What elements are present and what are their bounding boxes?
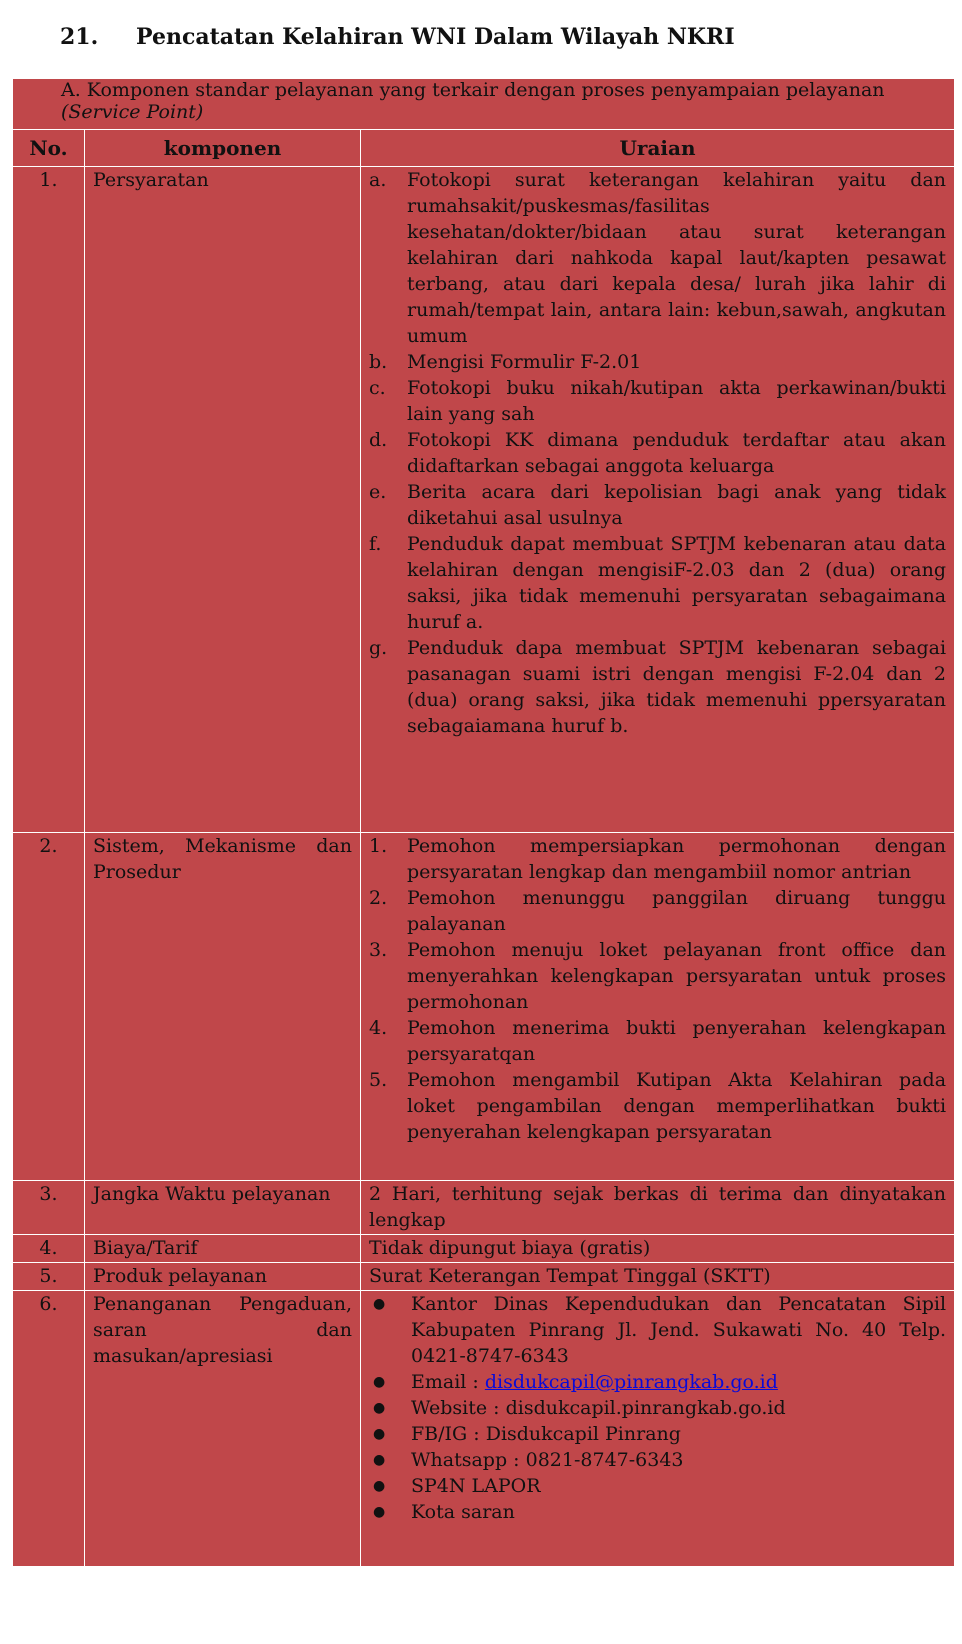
intro-row bbox=[13, 79, 955, 130]
list-text: Penduduk dapa membuat SPTJM kebenaran sebagai pasanagan suami istri dengan mengisi F-2.04 dan 2 (dua) orang saksi, jika tidak memenuhi ppersyaratan sebagaiamana huruf b. bbox=[407, 637, 947, 737]
bullet-icon: ● bbox=[373, 1296, 386, 1312]
table-row bbox=[13, 1235, 955, 1263]
list-marker: c. bbox=[369, 377, 386, 399]
list-text: Fotokopi surat keterangan kelahiran yaitu dan rumahsakit/puskesmas/fasilitas kesehatan/dokter/bidaan atau surat keterangan kelahiran dari nahkoda kapal laut/kapten pesawat terbang, atau dari kepala desa/ lurah jika lahir di rumah/tempat lain, antara lain: kebun,sawah, angkutan umum bbox=[407, 169, 947, 347]
table-row bbox=[13, 1291, 955, 1567]
table-row bbox=[13, 1263, 955, 1291]
row-uraian bbox=[361, 167, 955, 833]
contact-list bbox=[369, 1291, 946, 1525]
list-text: Pemohon menerima bukti penyerahan kelengkapan persyaratqan bbox=[407, 1017, 947, 1065]
bullet-icon: ● bbox=[373, 1504, 386, 1520]
list-text: Fotokopi buku nikah/kutipan akta perkawinan/bukti lain yang sah bbox=[407, 377, 947, 425]
list-item: ● Whatsapp : 0821-8747-6343 bbox=[369, 1447, 946, 1473]
list-marker: 1. bbox=[369, 835, 388, 857]
row-number: 5. bbox=[13, 1263, 85, 1291]
table-row bbox=[13, 1181, 955, 1235]
list-item: ● FB/IG : Disdukcapil Pinrang bbox=[369, 1421, 946, 1447]
row-komponen: Sistem, Mekanisme dan Prosedur bbox=[85, 833, 361, 1181]
heading-number: 21. bbox=[60, 24, 99, 50]
header-komponen: komponen bbox=[85, 130, 361, 167]
list-item: ● Kantor Dinas Kependudukan dan Pencatatan Sipil Kabupaten Pinrang Jl. Jend. Sukawati No. 40 Telp. 0421-8747-6343 bbox=[369, 1291, 946, 1369]
row-number: 2. bbox=[13, 833, 85, 1181]
intro-cell bbox=[13, 79, 955, 130]
row-komponen: Produk pelayanan bbox=[85, 1263, 361, 1291]
list-text: Pemohon mempersiapkan permohonan dengan persyaratan lengkap dan mengambiil nomor antrian bbox=[407, 835, 947, 883]
row-uraian bbox=[361, 1291, 955, 1567]
list-item: ● Kota saran bbox=[369, 1499, 946, 1525]
row-number: 4. bbox=[13, 1235, 85, 1263]
list-marker: b. bbox=[369, 351, 388, 373]
list-item bbox=[369, 1067, 946, 1145]
bullet-icon: ● bbox=[373, 1400, 386, 1416]
list-item bbox=[369, 885, 946, 937]
list-item bbox=[369, 531, 946, 635]
row-komponen: Jangka Waktu pelayanan bbox=[85, 1181, 361, 1235]
list-marker: e. bbox=[369, 481, 387, 503]
list-text: Mengisi Formulir F-2.01 bbox=[407, 351, 642, 373]
list-item bbox=[369, 427, 946, 479]
list-marker: g. bbox=[369, 637, 388, 659]
list-item bbox=[369, 375, 946, 427]
intro-italic: (Service Point) bbox=[61, 101, 204, 123]
list-item bbox=[369, 479, 946, 531]
list-text: Pemohon menunggu panggilan diruang tunggu palayanan bbox=[407, 887, 947, 935]
list-marker: 3. bbox=[369, 939, 388, 961]
list-item bbox=[369, 937, 946, 1015]
email-link[interactable]: disdukcapil@pinrangkab.go.id bbox=[484, 1371, 778, 1393]
list-marker: d. bbox=[369, 429, 388, 451]
list-text: Penduduk dapat membuat SPTJM kebenaran atau data kelahiran dengan mengisiF-2.03 dan 2 (dua) orang saksi, jika tidak memenuhi persyaratan sebagaimana huruf a. bbox=[407, 533, 947, 633]
list-item bbox=[369, 833, 946, 885]
header-no: No. bbox=[13, 130, 85, 167]
list-text: Fotokopi KK dimana penduduk terdaftar atau akan didaftarkan sebagai anggota keluarga bbox=[407, 429, 947, 477]
list-marker: 5. bbox=[369, 1069, 388, 1091]
row-uraian: Surat Keterangan Tempat Tinggal (SKTT) bbox=[361, 1263, 955, 1291]
row-number: 3. bbox=[13, 1181, 85, 1235]
list-item bbox=[369, 1015, 946, 1067]
list-text: Berita acara dari kepolisian bagi anak yang tidak diketahui asal usulnya bbox=[407, 481, 947, 529]
table-row bbox=[13, 167, 955, 833]
list-item bbox=[369, 167, 946, 349]
requirement-list bbox=[369, 167, 946, 739]
list-text: Pemohon mengambil Kutipan Akta Kelahiran pada loket pengambilan dengan memperlihatkan bukti penyerahan kelengkapan persyaratan bbox=[407, 1069, 947, 1143]
procedure-list bbox=[369, 833, 946, 1145]
header-row bbox=[13, 130, 955, 167]
list-item: ● Website : disdukcapil.pinrangkab.go.id bbox=[369, 1395, 946, 1421]
table-row bbox=[13, 833, 955, 1181]
list-marker: 4. bbox=[369, 1017, 388, 1039]
bullet-icon: ● bbox=[373, 1478, 386, 1494]
row-number: 6. bbox=[13, 1291, 85, 1567]
service-standard-table bbox=[12, 78, 955, 1567]
list-marker: a. bbox=[369, 169, 387, 191]
header-uraian: Uraian bbox=[361, 130, 955, 167]
row-number: 1. bbox=[13, 167, 85, 833]
document-heading bbox=[60, 24, 735, 50]
row-komponen: Persyaratan bbox=[85, 167, 361, 833]
row-uraian bbox=[361, 833, 955, 1181]
list-item: ● Email : disdukcapil@pinrangkab.go.id bbox=[369, 1369, 946, 1395]
heading-title: Pencatatan Kelahiran WNI Dalam Wilayah NKRI bbox=[136, 24, 735, 50]
row-uraian: 2 Hari, terhitung sejak berkas di terima dan dinyatakan lengkap bbox=[361, 1181, 955, 1235]
intro-text: A. Komponen standar pelayanan yang terkair dengan proses penyampaian pelayanan bbox=[61, 79, 885, 101]
list-marker: 2. bbox=[369, 887, 388, 909]
list-text: Pemohon menuju loket pelayanan front office dan menyerahkan kelengkapan persyaratan untuk proses permohonan bbox=[407, 939, 947, 1013]
row-uraian: Tidak dipungut biaya (gratis) bbox=[361, 1235, 955, 1263]
list-item bbox=[369, 635, 946, 739]
bullet-icon: ● bbox=[373, 1374, 386, 1390]
bullet-icon: ● bbox=[373, 1452, 386, 1468]
list-marker: f. bbox=[369, 533, 382, 555]
list-item: ● SP4N LAPOR bbox=[369, 1473, 946, 1499]
row-komponen: Penanganan Pengaduan, saran dan masukan/apresiasi bbox=[85, 1291, 361, 1567]
bullet-icon: ● bbox=[373, 1426, 386, 1442]
list-item bbox=[369, 349, 946, 375]
row-komponen: Biaya/Tarif bbox=[85, 1235, 361, 1263]
